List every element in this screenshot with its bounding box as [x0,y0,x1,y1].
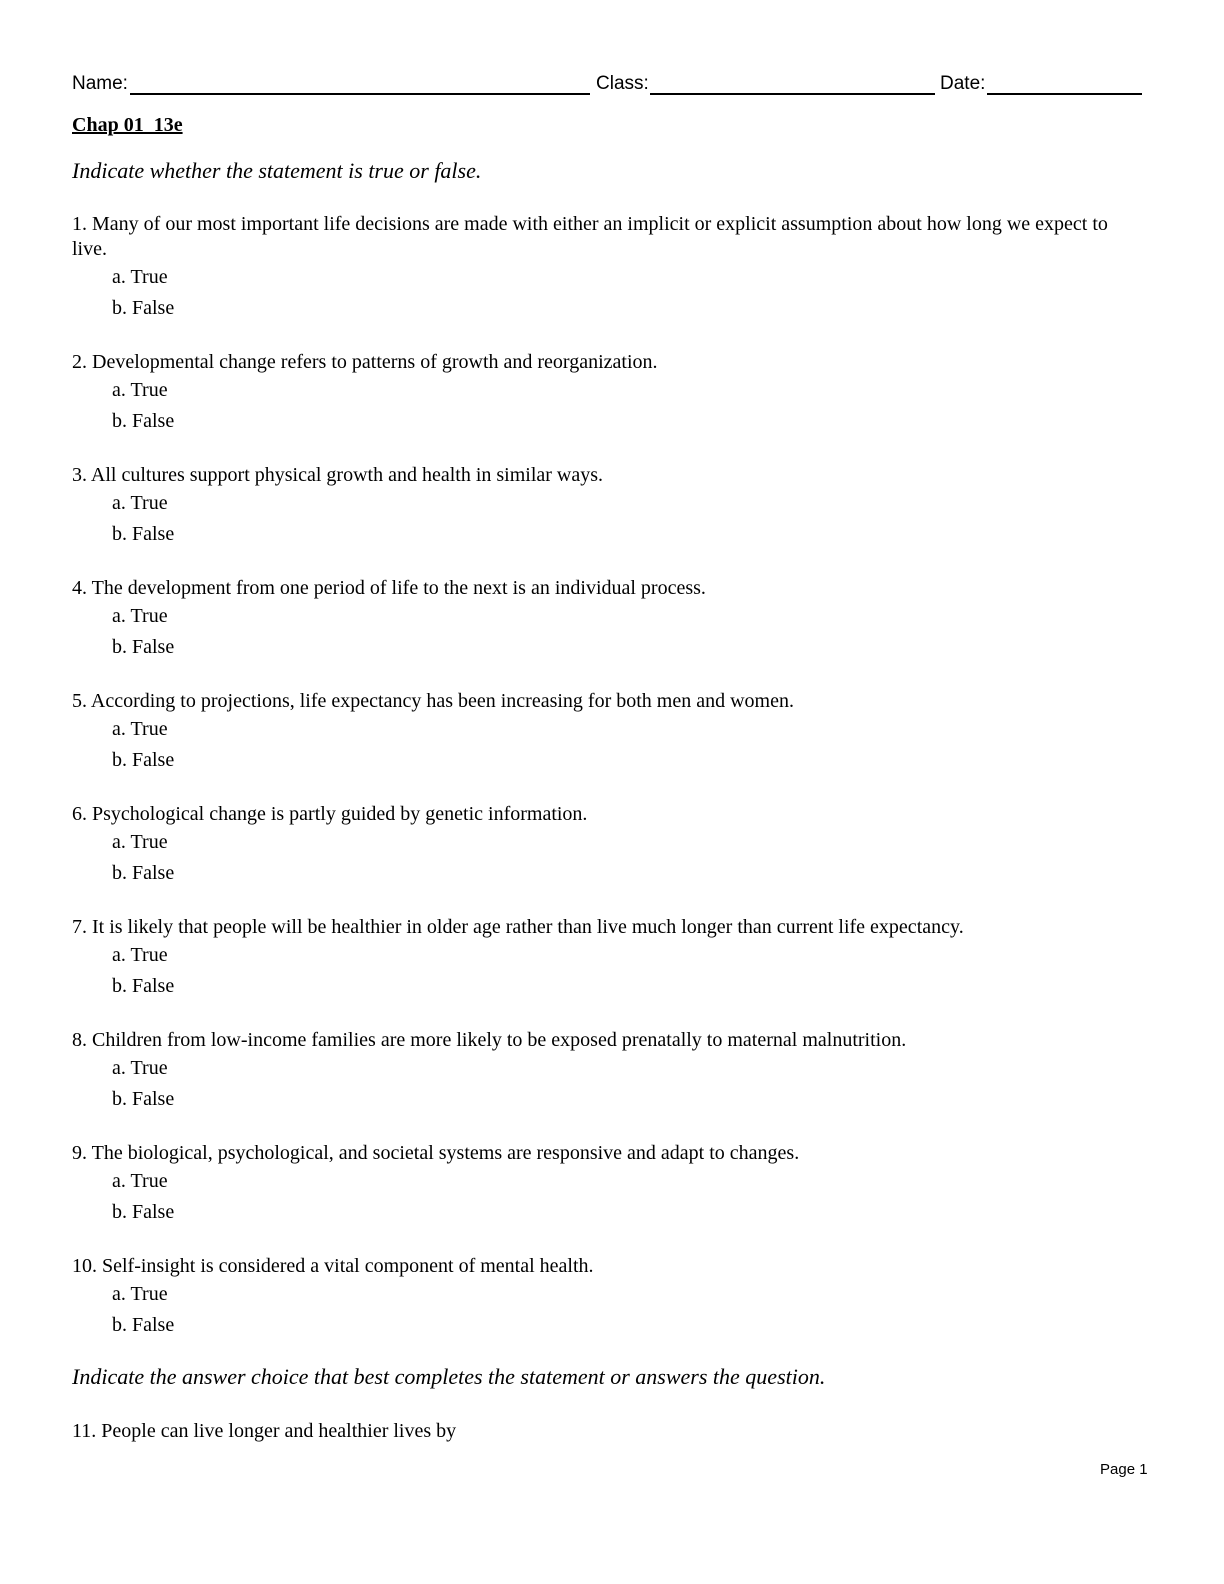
question-11: 11. People can live longer and healthier lives by [72,1420,457,1442]
option-false[interactable]: b. False [112,1314,175,1336]
option-false[interactable]: b. False [112,636,175,658]
option-false[interactable]: b. False [112,410,175,432]
section-instruction-multiple-choice: Indicate the answer choice that best completes the statement or answers the question. [72,1364,826,1389]
question-list [72,212,1142,1367]
option-true[interactable]: a. True [112,266,168,288]
question-text: 1. Many of our most important life decisions are made with either an implicit or explicit assumption about how long we expect to live. [72,213,1108,260]
option-false[interactable]: b. False [112,975,175,997]
option-true[interactable]: a. True [112,944,168,966]
page-number: Page 1 [1100,1461,1148,1478]
option-false[interactable]: b. False [112,862,175,884]
question-item [72,1254,1142,1341]
option-true[interactable]: a. True [112,831,168,853]
option-false[interactable]: b. False [112,523,175,545]
section-instruction-true-false: Indicate whether the statement is true or false. [72,158,482,183]
name-field[interactable] [130,93,590,95]
name-label: Name: [72,73,128,94]
question-text: 8. Children from low-income families are more likely to be exposed prenatally to maternal malnutrition. [72,1029,907,1051]
option-false[interactable]: b. False [112,297,175,319]
question-text: 3. All cultures support physical growth and health in similar ways. [72,464,604,486]
option-true[interactable]: a. True [112,1057,168,1079]
document-title: Chap 01_13e [72,114,183,136]
question-item [72,1141,1142,1228]
option-true[interactable]: a. True [112,1170,168,1192]
option-false[interactable]: b. False [112,749,175,771]
option-true[interactable]: a. True [112,1283,168,1305]
question-item [72,576,1142,663]
question-item [72,915,1142,1002]
question-text: 5. According to projections, life expectancy has been increasing for both men and women. [72,690,794,712]
date-field[interactable] [987,93,1142,95]
option-false[interactable]: b. False [112,1201,175,1223]
class-field[interactable] [650,93,935,95]
option-true[interactable]: a. True [112,718,168,740]
option-true[interactable]: a. True [112,492,168,514]
option-true[interactable]: a. True [112,605,168,627]
date-label: Date: [940,73,986,94]
question-text: 9. The biological, psychological, and societal systems are responsive and adapt to changes. [72,1142,800,1164]
question-text: 4. The development from one period of life to the next is an individual process. [72,577,706,599]
option-true[interactable]: a. True [112,379,168,401]
question-text: 2. Developmental change refers to patterns of growth and reorganization. [72,351,658,373]
question-item [72,1028,1142,1115]
question-item [72,802,1142,889]
option-false[interactable]: b. False [112,1088,175,1110]
question-item [72,689,1142,776]
question-text: 10. Self-insight is considered a vital component of mental health. [72,1255,594,1277]
question-item [72,463,1142,550]
question-item [72,350,1142,437]
question-text: 7. It is likely that people will be healthier in older age rather than live much longer than current life expectancy. [72,916,964,938]
question-item [72,212,1142,324]
class-label: Class: [596,73,649,94]
question-text: 6. Psychological change is partly guided by genetic information. [72,803,588,825]
